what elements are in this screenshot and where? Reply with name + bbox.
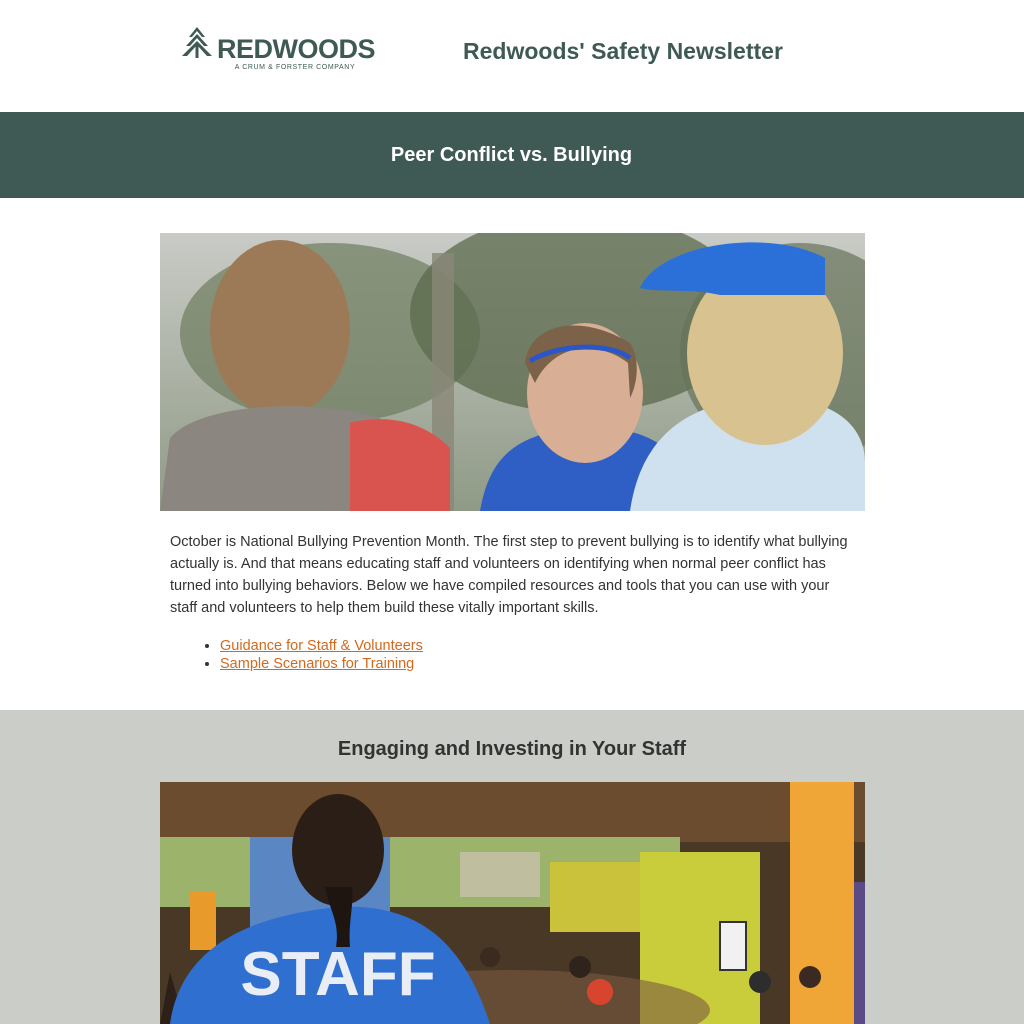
logo-wordmark: REDWOODS (217, 34, 375, 64)
staff-photo (160, 782, 865, 1024)
email-header (0, 0, 1024, 112)
topic-banner (0, 112, 1024, 198)
list-item (220, 655, 1024, 673)
shirt-text: STAFF (240, 940, 436, 1009)
banner-title: Peer Conflict vs. Bullying (390, 144, 633, 166)
scenarios-link[interactable]: Sample Scenarios for Training (220, 656, 415, 672)
article-photo-art (160, 233, 865, 511)
article-paragraph: October is National Bullying Prevention Month. The first step to prevent bullying is to identify what bullying actually is. And that means educating staff and volunteers on identifying when normal peer conflict has turned into bullying behaviors. Below we have compiled resources and tools that you can use with your staff and volunteers to help them build these vitally important skills. (170, 534, 848, 616)
pine-tree-icon (180, 26, 214, 60)
newsletter-title: Redwoods' Safety Newsletter (463, 38, 783, 64)
logo-tagline: A CRUM & FORSTER COMPANY (234, 64, 356, 71)
article-section (0, 198, 1024, 710)
list-item (220, 637, 1024, 655)
article-photo (160, 233, 865, 511)
resource-links (220, 637, 1024, 673)
staff-section (0, 710, 1024, 1024)
staff-photo-art (160, 782, 865, 1024)
redwoods-logo[interactable] (180, 26, 380, 74)
guidance-link[interactable]: Guidance for Staff & Volunteers (220, 638, 423, 654)
section-title: Engaging and Investing in Your Staff (337, 738, 687, 760)
